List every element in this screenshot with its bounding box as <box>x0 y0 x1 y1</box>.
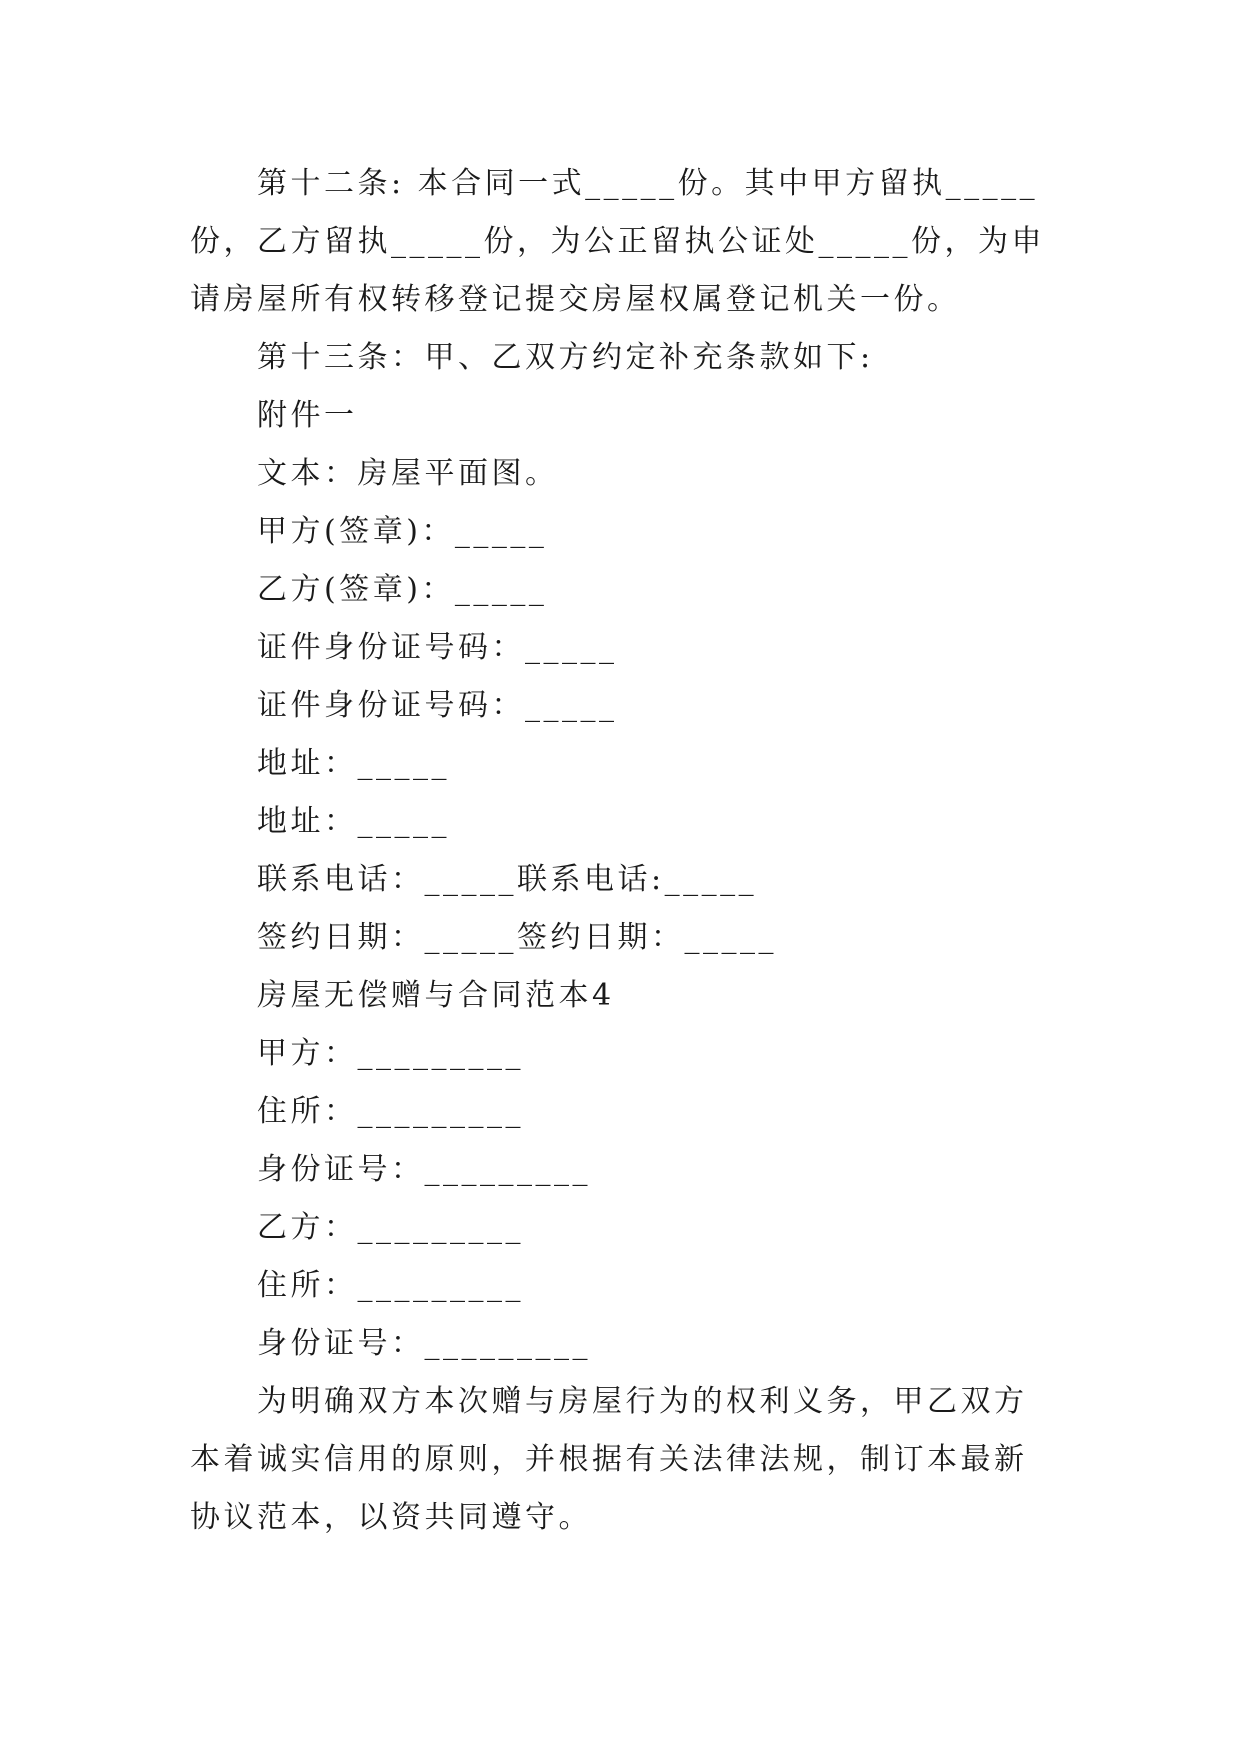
id-number-line-b: 证件身份证号码：_____ <box>257 688 618 723</box>
party-a-signature-line: 甲方(签章)：_____ <box>257 514 548 549</box>
address-line-b: 地址：_____ <box>257 804 450 839</box>
document-body <box>190 155 1060 1547</box>
section-title: 房屋无偿赠与合同范本4 <box>257 978 615 1013</box>
attachment-heading: 附件一 <box>257 398 358 433</box>
party-a-residence-line: 住所：_________ <box>257 1094 524 1129</box>
clause-13-paragraph: 第十三条：甲、乙双方约定补充条款如下: <box>257 340 874 375</box>
party-a-line: 甲方：_________ <box>257 1036 524 1071</box>
address-line-a: 地址：_____ <box>257 746 450 781</box>
party-a-id-line: 身份证号：_________ <box>257 1152 591 1187</box>
party-b-residence-line: 住所：_________ <box>257 1268 524 1303</box>
party-b-signature-line: 乙方(签章)：_____ <box>257 572 548 607</box>
id-number-line-a: 证件身份证号码：_____ <box>257 630 618 665</box>
preamble-paragraph: 为明确双方本次赠与房屋行为的权利义务，甲乙双方本着诚实信用的原则，并根据有关法律法规，制订本最新协议范本，以资共同遵守。 <box>190 1384 1028 1535</box>
phone-line: 联系电话：_____联系电话:_____ <box>257 862 758 897</box>
sign-date-line: 签约日期：_____签约日期：_____ <box>257 920 777 955</box>
party-b-line: 乙方：_________ <box>257 1210 524 1245</box>
attachment-text-line: 文本：房屋平面图。 <box>257 456 559 491</box>
party-b-id-line: 身份证号：_________ <box>257 1326 591 1361</box>
clause-12-paragraph: 第十二条: 本合同一式_____份。其中甲方留执_____份，乙方留执_____份，为公正留执公证处_____份，为申请房屋所有权转移登记提交房屋权属登记机关一份。 <box>190 166 1045 317</box>
